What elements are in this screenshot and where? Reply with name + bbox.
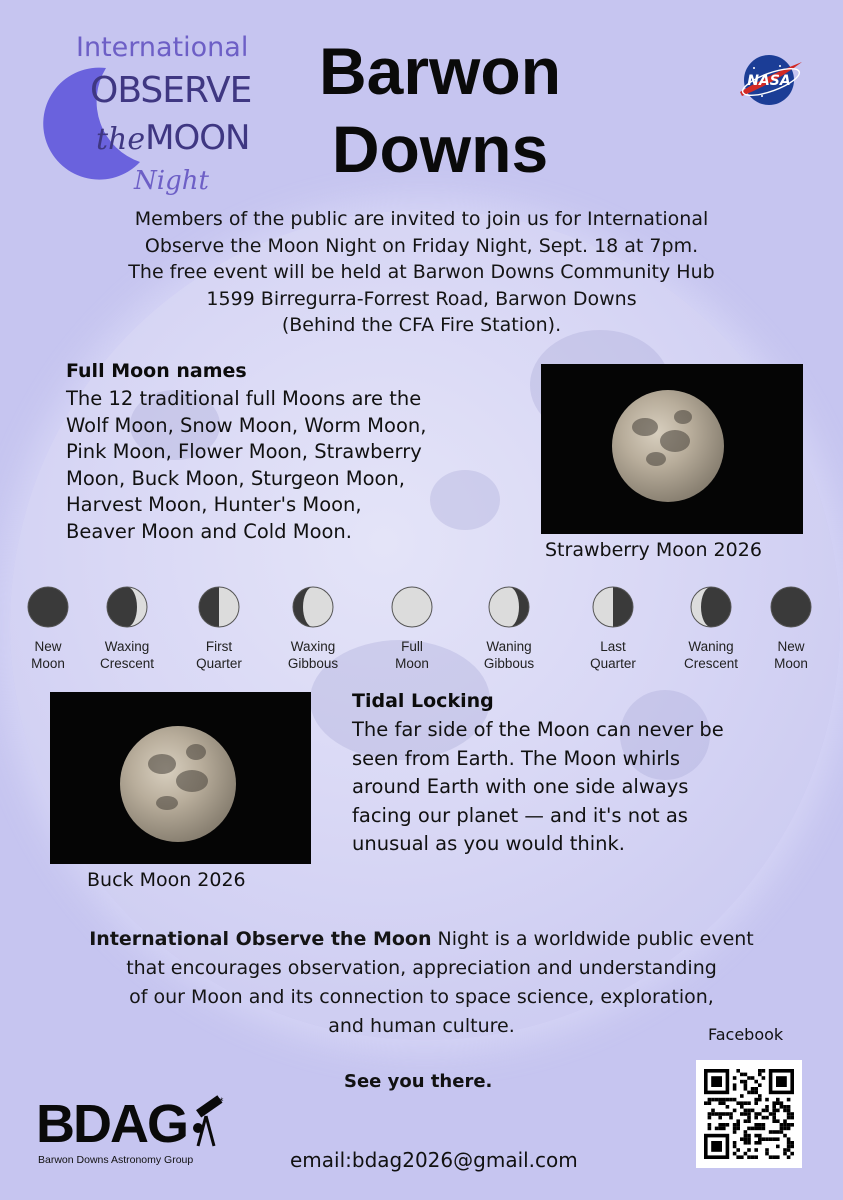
moon-phase	[671, 586, 751, 672]
moon-phase-icon	[198, 586, 240, 628]
phase-label-line-2: Quarter	[590, 656, 636, 671]
phase-label-line-1: Waxing	[104, 639, 150, 654]
svg-text:NASA: NASA	[747, 73, 791, 89]
paragraph-line: unusual as you would think.	[352, 832, 625, 855]
facebook-label: Facebook	[708, 1025, 784, 1044]
phase-label-line-1: New	[777, 639, 805, 654]
bdag-subtitle: Barwon Downs Astronomy Group	[38, 1154, 194, 1166]
moon-phase-icon	[27, 586, 69, 628]
moon-phase-icon	[592, 586, 634, 628]
paragraph-line: The far side of the Moon can never be	[352, 718, 724, 741]
moon-phase	[179, 586, 259, 672]
moon-phase-label	[372, 638, 452, 672]
event-intro	[40, 206, 803, 339]
phase-label-line-2: Quarter	[196, 656, 242, 671]
phase-label-line-2: Moon	[395, 656, 429, 671]
logo-moon: MOON	[145, 118, 250, 158]
paragraph-line: facing our planet — and it's not as	[352, 803, 688, 827]
moon-phase	[573, 586, 653, 672]
outro-line-rest: Night is a worldwide public event	[431, 928, 754, 950]
outro-bold-lead: International Observe the Moon	[89, 928, 432, 950]
moon-phase-label	[87, 638, 167, 672]
phase-label-line-2: Crescent	[683, 656, 739, 671]
paragraph-line: Pink Moon, Flower Moon, Strawberry	[66, 440, 422, 464]
observe-the-moon-logo	[30, 28, 265, 198]
paragraph-line: The 12 traditional full Moons are the	[66, 387, 422, 410]
moon-phase-icon	[106, 586, 148, 628]
moon-phase-icon	[488, 586, 530, 628]
full-moon-names-text	[66, 386, 506, 546]
logo-the: the	[96, 122, 146, 157]
intro-line: The free event will be held at Barwon Downs Community Hub	[128, 261, 715, 283]
moon-phase-label	[671, 638, 751, 672]
tidal-locking-text	[352, 716, 792, 859]
svg-text:*: *	[219, 1097, 224, 1107]
phase-label-line-1: Waxing	[290, 639, 336, 654]
bdag-logo	[36, 1094, 236, 1174]
moon-phase	[469, 586, 549, 672]
moon-phase	[87, 586, 167, 672]
outro-line: and human culture.	[328, 1015, 515, 1037]
moon-phase-label	[573, 638, 653, 672]
phase-label-line-1: Last	[600, 639, 626, 654]
moon-phase-label	[8, 638, 88, 672]
buck-moon-photo	[50, 692, 311, 864]
moon-phase-label	[751, 638, 831, 672]
moon-phase-label	[273, 638, 353, 672]
intro-line: Members of the public are invited to join us for International	[134, 208, 709, 230]
page-title	[290, 32, 590, 188]
outro-line	[30, 925, 813, 954]
phase-label-line-2: Gibbous	[287, 656, 339, 671]
moon-phase-icon	[690, 586, 732, 628]
full-moon-names-heading: Full Moon names	[66, 360, 247, 382]
moon-phase-icon	[292, 586, 334, 628]
phase-label-line-1: Waning	[688, 639, 734, 654]
paragraph-line: Harvest Moon, Hunter's Moon,	[66, 493, 362, 517]
paragraph-line: Beaver Moon and Cold Moon.	[66, 519, 352, 543]
phase-label-line-1: Waning	[486, 639, 532, 654]
phase-label-line-2: Gibbous	[483, 656, 535, 671]
moon-phase-label	[469, 638, 549, 672]
moon-phase	[372, 586, 452, 672]
logo-line-international: International	[76, 32, 249, 63]
moon-phase	[751, 586, 831, 672]
moon-phase	[273, 586, 353, 672]
nasa-meatball-icon	[736, 52, 806, 108]
moon-phase-icon	[391, 586, 433, 628]
bdag-letters: BDAG	[36, 1094, 187, 1154]
event-description	[30, 925, 813, 1041]
qr-code-icon[interactable]	[696, 1060, 802, 1168]
phase-label-line-2: Moon	[31, 656, 65, 671]
phase-label-line-2: Crescent	[99, 656, 155, 671]
phase-label-line-1: Full	[401, 639, 423, 654]
title-line-2: Downs	[331, 112, 549, 186]
contact-email[interactable]: email:bdag2026@gmail.com	[290, 1148, 578, 1172]
logo-line-the-moon	[96, 118, 249, 158]
title-line-1: Barwon	[318, 34, 562, 108]
paragraph-line: Wolf Moon, Snow Moon, Worm Moon,	[66, 413, 427, 437]
phase-label-line-1: First	[205, 639, 233, 654]
buck-moon-caption: Buck Moon 2026	[87, 869, 246, 891]
logo-line-observe: OBSERVE	[90, 70, 252, 111]
logo-line-night: Night	[134, 166, 209, 196]
outro-line: of our Moon and its connection to space science, exploration,	[129, 986, 714, 1008]
paragraph-line: Moon, Buck Moon, Sturgeon Moon,	[66, 466, 405, 490]
moon-phase-label	[179, 638, 259, 672]
outro-line: that encourages observation, appreciation and understanding	[126, 957, 717, 979]
moon-phase-icon	[770, 586, 812, 628]
intro-line: 1599 Birregurra-Forrest Road, Barwon Downs	[206, 287, 637, 310]
strawberry-moon-photo	[541, 364, 803, 534]
phase-label-line-1: New	[34, 639, 62, 654]
strawberry-moon-caption: Strawberry Moon 2026	[545, 539, 762, 561]
moon-phase	[8, 586, 88, 672]
paragraph-line: around Earth with one side always	[352, 775, 689, 798]
see-you-there: See you there.	[344, 1071, 493, 1092]
intro-line: (Behind the CFA Fire Station).	[281, 314, 562, 336]
telescope-icon	[186, 1094, 226, 1150]
paragraph-line: seen from Earth. The Moon whirls	[352, 746, 681, 770]
phase-label-line-2: Moon	[774, 656, 808, 671]
tidal-locking-heading: Tidal Locking	[352, 690, 494, 712]
intro-line: Observe the Moon Night on Friday Night, Sept. 18 at 7pm.	[144, 234, 699, 257]
